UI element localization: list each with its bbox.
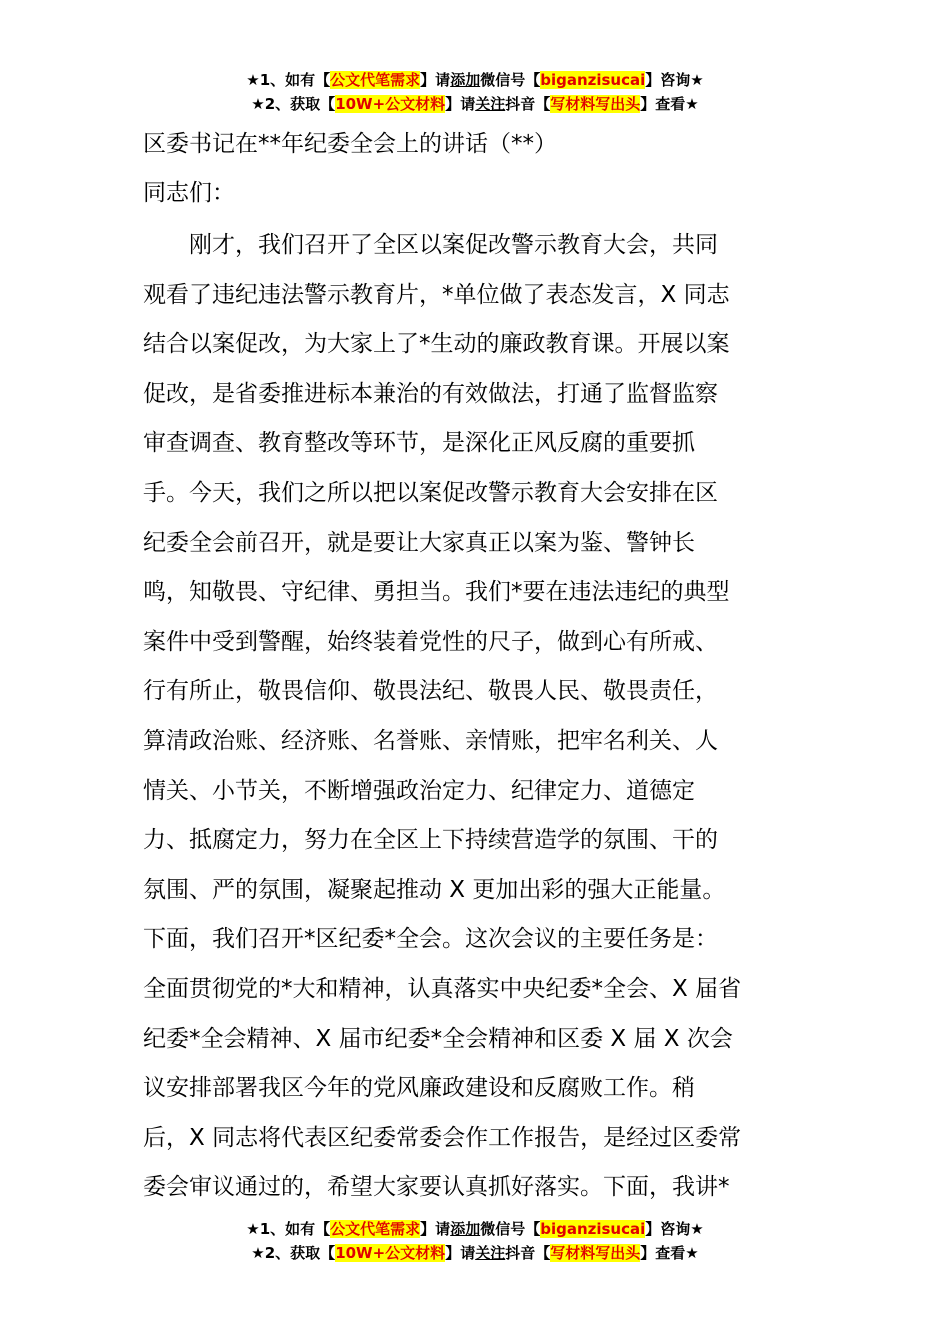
promo-highlight: 公文代笔需求 bbox=[330, 1220, 421, 1238]
promo-text: ★2、获取【 bbox=[251, 95, 336, 113]
body-text-line: 后，X 同志将代表区纪委常委会作工作报告，是经过区委常 bbox=[143, 1124, 742, 1151]
body-text-line: 鸣，知敬畏、守纪律、勇担当。我们*要在违法违纪的典型 bbox=[143, 579, 730, 606]
promo-douyin-id: 写材料写出头 bbox=[550, 1244, 641, 1262]
document-title: 区委书记在**年纪委全会上的讲话（**） bbox=[143, 131, 557, 157]
body-text-line: 算清政治账、经济账、名誉账、亲情账，把牢名利关、人 bbox=[143, 727, 718, 754]
body-text-line: 情关、小节关，不断增强政治定力、纪律定力、道德定 bbox=[143, 777, 695, 804]
promo-text: ★1、如有【 bbox=[246, 1220, 331, 1238]
promo-text: 微信号【 bbox=[480, 71, 541, 89]
promo-text: 微信号【 bbox=[480, 1220, 541, 1238]
promo-text: 】咨询★ bbox=[645, 1220, 704, 1238]
promo-text: 】咨询★ bbox=[645, 71, 704, 89]
promo-line-1 bbox=[0, 68, 950, 92]
body-text-line: 刚才，我们召开了全区以案促改警示教育大会，共同 bbox=[143, 232, 718, 258]
promo-text: ★1、如有【 bbox=[246, 71, 331, 89]
promo-text: 】请 bbox=[445, 95, 476, 113]
body-text-line: 纪委*全会精神、X 届市纪委*全会精神和区委 X 届 X 次会 bbox=[143, 1025, 733, 1052]
body-text-line: 下面，我们召开*区纪委*全会。这次会议的主要任务是： bbox=[143, 926, 718, 953]
promo-highlight: 10W+公文材料 bbox=[335, 95, 446, 113]
promo-text: 】请 bbox=[420, 1220, 451, 1238]
body-text-line: 案件中受到警醒，始终装着党性的尺子，做到心有所戒、 bbox=[143, 628, 718, 655]
body-text-line: 议安排部署我区今年的党风廉政建设和反腐败工作。稍 bbox=[143, 1075, 695, 1102]
body-text-line: 结合以案促改，为大家上了*生动的廉政教育课。开展以案 bbox=[143, 331, 730, 358]
body-text-line: 全面贯彻党的*大和精神，认真落实中央纪委*全会、X 届省 bbox=[143, 975, 742, 1002]
promo-text: 】查看★ bbox=[640, 1244, 699, 1262]
promo-text: 抖音【 bbox=[505, 1244, 551, 1262]
body-text-line: 氛围、严的氛围，凝聚起推动 X 更加出彩的强大正能量。 bbox=[143, 876, 726, 903]
promo-line-2 bbox=[0, 92, 950, 116]
body-text-line: 手。今天，我们之所以把以案促改警示教育大会安排在区 bbox=[143, 479, 718, 506]
promo-underline: 添加 bbox=[450, 71, 481, 89]
promo-line-2 bbox=[0, 1241, 950, 1265]
promo-banner-top bbox=[0, 68, 950, 116]
body-text-line: 审查调查、教育整改等环节，是深化正风反腐的重要抓 bbox=[143, 430, 695, 457]
body-text-line: 纪委全会前召开，就是要让大家真正以案为鉴、警钟长 bbox=[143, 529, 695, 556]
promo-highlight: 公文代笔需求 bbox=[330, 71, 421, 89]
promo-text: 抖音【 bbox=[505, 95, 551, 113]
promo-wechat-id: biganzisucai bbox=[540, 71, 646, 89]
promo-banner-bottom bbox=[0, 1217, 950, 1265]
body-text-line: 力、抵腐定力，努力在全区上下持续营造学的氛围、干的 bbox=[143, 827, 718, 854]
promo-line-1 bbox=[0, 1217, 950, 1241]
body-text-line: 促改，是省委推进标本兼治的有效做法，打通了监督监察 bbox=[143, 380, 718, 407]
promo-text: ★2、获取【 bbox=[251, 1244, 336, 1262]
promo-text: 】查看★ bbox=[640, 95, 699, 113]
document-body bbox=[143, 228, 813, 1220]
salutation: 同志们： bbox=[143, 180, 235, 206]
promo-wechat-id: biganzisucai bbox=[540, 1220, 646, 1238]
body-text-line: 观看了违纪违法警示教育片，*单位做了表态发言，X 同志 bbox=[143, 281, 730, 308]
promo-underline: 关注 bbox=[475, 95, 506, 113]
promo-underline: 关注 bbox=[475, 1244, 506, 1262]
body-text-line: 行有所止，敬畏信仰、敬畏法纪、敬畏人民、敬畏责任， bbox=[143, 678, 718, 705]
promo-douyin-id: 写材料写出头 bbox=[550, 95, 641, 113]
promo-highlight: 10W+公文材料 bbox=[335, 1244, 446, 1262]
promo-text: 】请 bbox=[445, 1244, 476, 1262]
body-text-line: 委会审议通过的，希望大家要认真抓好落实。下面，我讲* bbox=[143, 1174, 730, 1201]
promo-underline: 添加 bbox=[450, 1220, 481, 1238]
promo-text: 】请 bbox=[420, 71, 451, 89]
